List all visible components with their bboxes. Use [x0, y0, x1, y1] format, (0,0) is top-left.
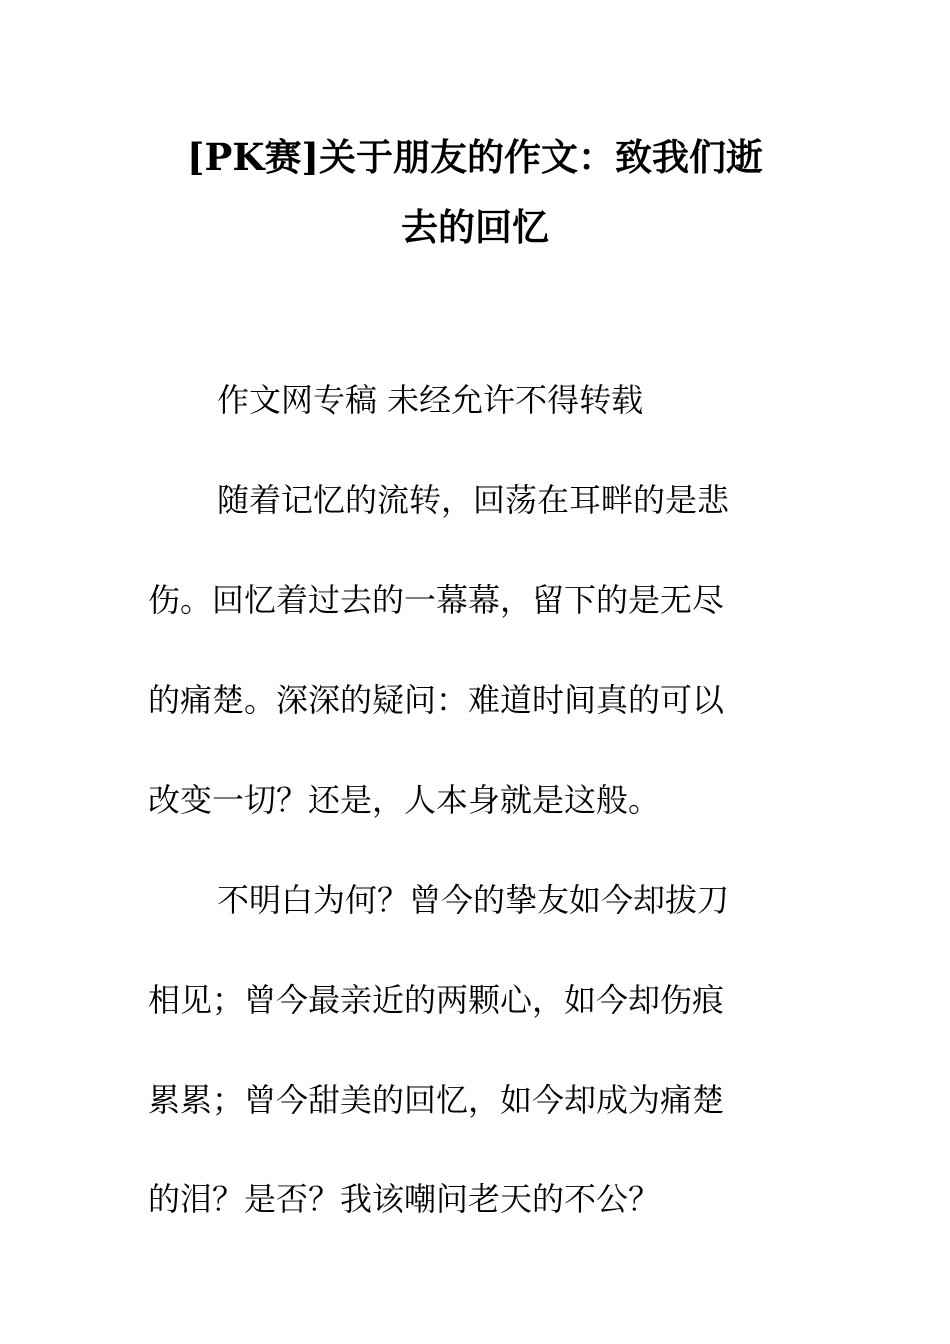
paragraph-line: 随着记忆的流转，回荡在耳畔的是悲: [217, 481, 730, 519]
paragraph-line: 累累；曾今甜美的回忆，如今却成为痛楚: [148, 1081, 725, 1119]
paragraph-line: 不明白为何？曾今的挚友如今却拔刀: [217, 881, 730, 919]
copyright-notice: 作文网专稿 未经允许不得转载: [217, 381, 644, 419]
title-line-1: [PK赛]关于朋友的作文：致我们逝: [187, 135, 763, 179]
paragraph-line: 的痛楚。深深的疑问：难道时间真的可以: [148, 681, 725, 719]
paragraph-line: 改变一切？还是，人本身就是这般。: [148, 781, 661, 819]
paragraph-line: 的泪？是否？我该嘲问老天的不公？: [148, 1180, 661, 1218]
paragraph-line: 相见；曾今最亲近的两颗心，如今却伤痕: [148, 981, 725, 1019]
title-line-2: 去的回忆: [401, 205, 549, 249]
paragraph-line: 伤。回忆着过去的一幕幕，留下的是无尽: [148, 581, 725, 619]
document-title: [150, 122, 800, 262]
